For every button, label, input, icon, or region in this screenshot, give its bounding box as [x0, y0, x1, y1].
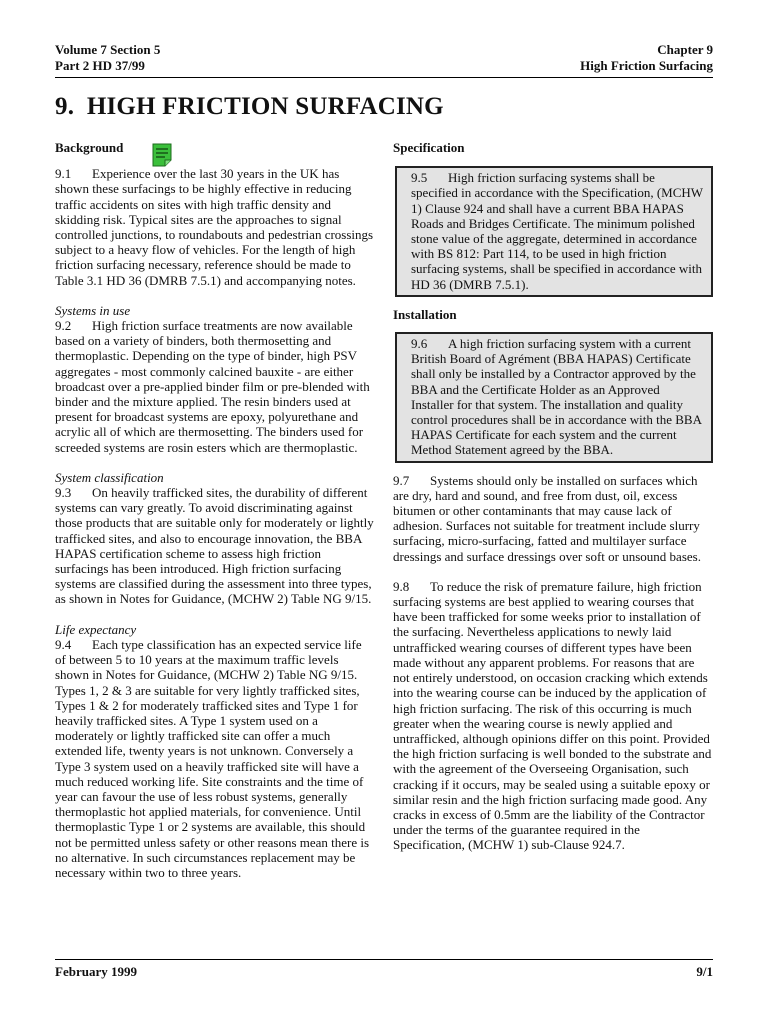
paragraph-9-5 — [411, 170, 703, 292]
paragraph-number: 9.7 — [393, 472, 410, 488]
paragraph-number: 9.2 — [55, 318, 72, 334]
header-rule — [55, 77, 713, 78]
paragraph-text: High friction surface treatments are now available based on a variety of binders, both thermosetting and thermoplastic. Depending on the type of binder, high PSV aggregates - most commonly calcined bauxite - are either broadcast over a pre-applied binder film or pre-blended with binder and the mixture applied. The resin binders used at present for broadcast systems are epoxy, polyurethane and acrylic all of which are thermosetting. The binders used for screeded systems are rosin esters which are thermoplastic. — [55, 318, 370, 455]
paragraph-text: Systems should only be installed on surfaces which are dry, hard and sound, and free from dust, oil, excess bitumen or other contaminants that may cause lack of adhesion. Surfaces not suitable for treatment include slurry surfacing, micro-surfacing, fatted and multilayer surface dressings and surface dressings over soft or unsound bases. — [393, 472, 701, 564]
paragraph-9-3 — [55, 485, 375, 607]
header-volume: Volume 7 Section 5 — [55, 42, 161, 57]
paragraph-9-6 — [411, 336, 703, 458]
installation-heading: Installation — [393, 306, 457, 322]
header-right — [580, 42, 713, 74]
paragraph-9-1 — [55, 166, 375, 288]
installation-box — [395, 332, 713, 463]
paragraph-number: 9.6 — [411, 336, 428, 352]
paragraph-number: 9.5 — [411, 170, 428, 186]
paragraph-number: 9.8 — [393, 578, 410, 594]
paragraph-text: Experience over the last 30 years in the UK has shown these surfacings to be highly effective in reducing traffic accidents on sites with high traffic density and skidding risk. Typical sites are the approaches to signal controlled junctions, to roundabouts and pedestrian crossings subject to a heavy flow of vehicles. For the length of high friction surfacing necessary, reference should be made to Table 3.1 HD 36 (DMRB 7.5.1) and accompanying notes. — [55, 166, 374, 288]
paragraph-9-2 — [55, 318, 375, 455]
header-chapter-title: High Friction Surfacing — [580, 58, 713, 73]
systems-in-use-heading: Systems in use — [55, 302, 131, 318]
paragraph-9-7 — [393, 473, 713, 564]
paragraph-number: 9.3 — [55, 485, 72, 501]
header-part: Part 2 HD 37/99 — [55, 58, 145, 73]
specification-heading: Specification — [393, 140, 465, 155]
left-column — [55, 140, 375, 895]
footer-rule — [55, 959, 713, 960]
specification-box — [395, 166, 713, 297]
paragraph-text: Each type classification has an expected service life of between 5 to 10 years at the maximum traffic levels shown in Notes for Guidance, (MCHW 2) Table NG 9/15. Types 1, 2 & 3 are suitable for very lightly trafficked sites, Types 1 & 2 for moderately trafficked sites and Type 1 for heavily trafficked sites. A Type 1 system used on a moderately or lightly trafficked site can offer a much extended life, twenty years is not unknown. Conversely a Type 3 system used on a heavily trafficked site will have a much reduced working life. Site constraints and the time of year can favour the use of less robust systems, generally thermoplastic hot applied materials, for convenience. Until thermoplastic Type 1 or 2 systems are available, this should not be permitted unless safety or other reasons mean there is no alternative. In such circumstances replacement may be necessary within two to three years. — [55, 636, 370, 880]
paragraph-9-4 — [55, 637, 375, 880]
paragraph-number: 9.4 — [55, 636, 72, 652]
system-classification-heading: System classification — [55, 469, 164, 485]
header-chapter: Chapter 9 — [657, 42, 713, 57]
paragraph-text: A high friction surfacing system with a current British Board of Agrément (BBA HAPAS) Certificate shall only be installed by a Contractor approved by the BBA and the Certificate Holder as an Approved Installer for that system. The installation and quality control procedures shall be in accordance with the BBA HAPAS Certificate for each system and the current Method Statement agreed by the BBA. — [411, 336, 702, 458]
paragraph-9-8 — [393, 579, 713, 853]
paragraph-text: To reduce the risk of premature failure, high friction surfacing systems are best applied to wearing courses that have been trafficked for some weeks prior to installation of the surfacing. Nevertheless applications to newly laid untrafficked wearing courses of different types have been made without any apparent problems. For reasons that are not entirely understood, on occasion cracking which extends into the wearing course can be induced by the application of high friction surfacing. The risk of this occurring is much greater when the wearing course is newly applied and untrafficked, although opinions differ on this point. Provided the high friction surfacing is well bonded to the substrate and with the agreement of the Overseeing Organisation, such cracking if it occurs, may be sealed using a suitable epoxy or similar resin and the high friction surfacing made good. Any cracks in excess of 0.5mm are the liability of the Contractor under the terms of the guarantee required in the Specification, (MCHW 1) sub-Clause 924.7. — [393, 578, 712, 853]
page-title: 9. HIGH FRICTION SURFACING — [55, 93, 444, 120]
header-left — [55, 42, 160, 74]
right-column — [393, 140, 713, 868]
paragraph-number: 9.1 — [55, 166, 72, 182]
footer-date: February 1999 — [55, 964, 137, 979]
footer-page-number: 9/1 — [696, 964, 713, 979]
background-heading: Background — [55, 140, 124, 155]
paragraph-text: High friction surfacing systems shall be specified in accordance with the Specification, (MCHW 1) Clause 924 and shall have a current BBA HAPAS Roads and Bridges Certificate. The minimum polished stone value of the aggregate, determined in accordance with BS 812: Part 114, to be used in high friction surfacing systems, shall be specified in accordance with HD 36 (DMRB 7.5.1). — [411, 170, 703, 292]
paragraph-text: On heavily trafficked sites, the durability of different systems can vary greatly. To avoid discriminating against those products that are suitable only for moderately or lightly trafficked sites, and also to encourage innovation, the BBA HAPAS certification scheme to assess high friction surfacings has been introduced. High friction surfacing systems are classified during the assessment into three types, as shown in Notes for Guidance, (MCHW 2) Table NG 9/15. — [55, 485, 374, 607]
life-expectancy-heading: Life expectancy — [55, 621, 137, 637]
